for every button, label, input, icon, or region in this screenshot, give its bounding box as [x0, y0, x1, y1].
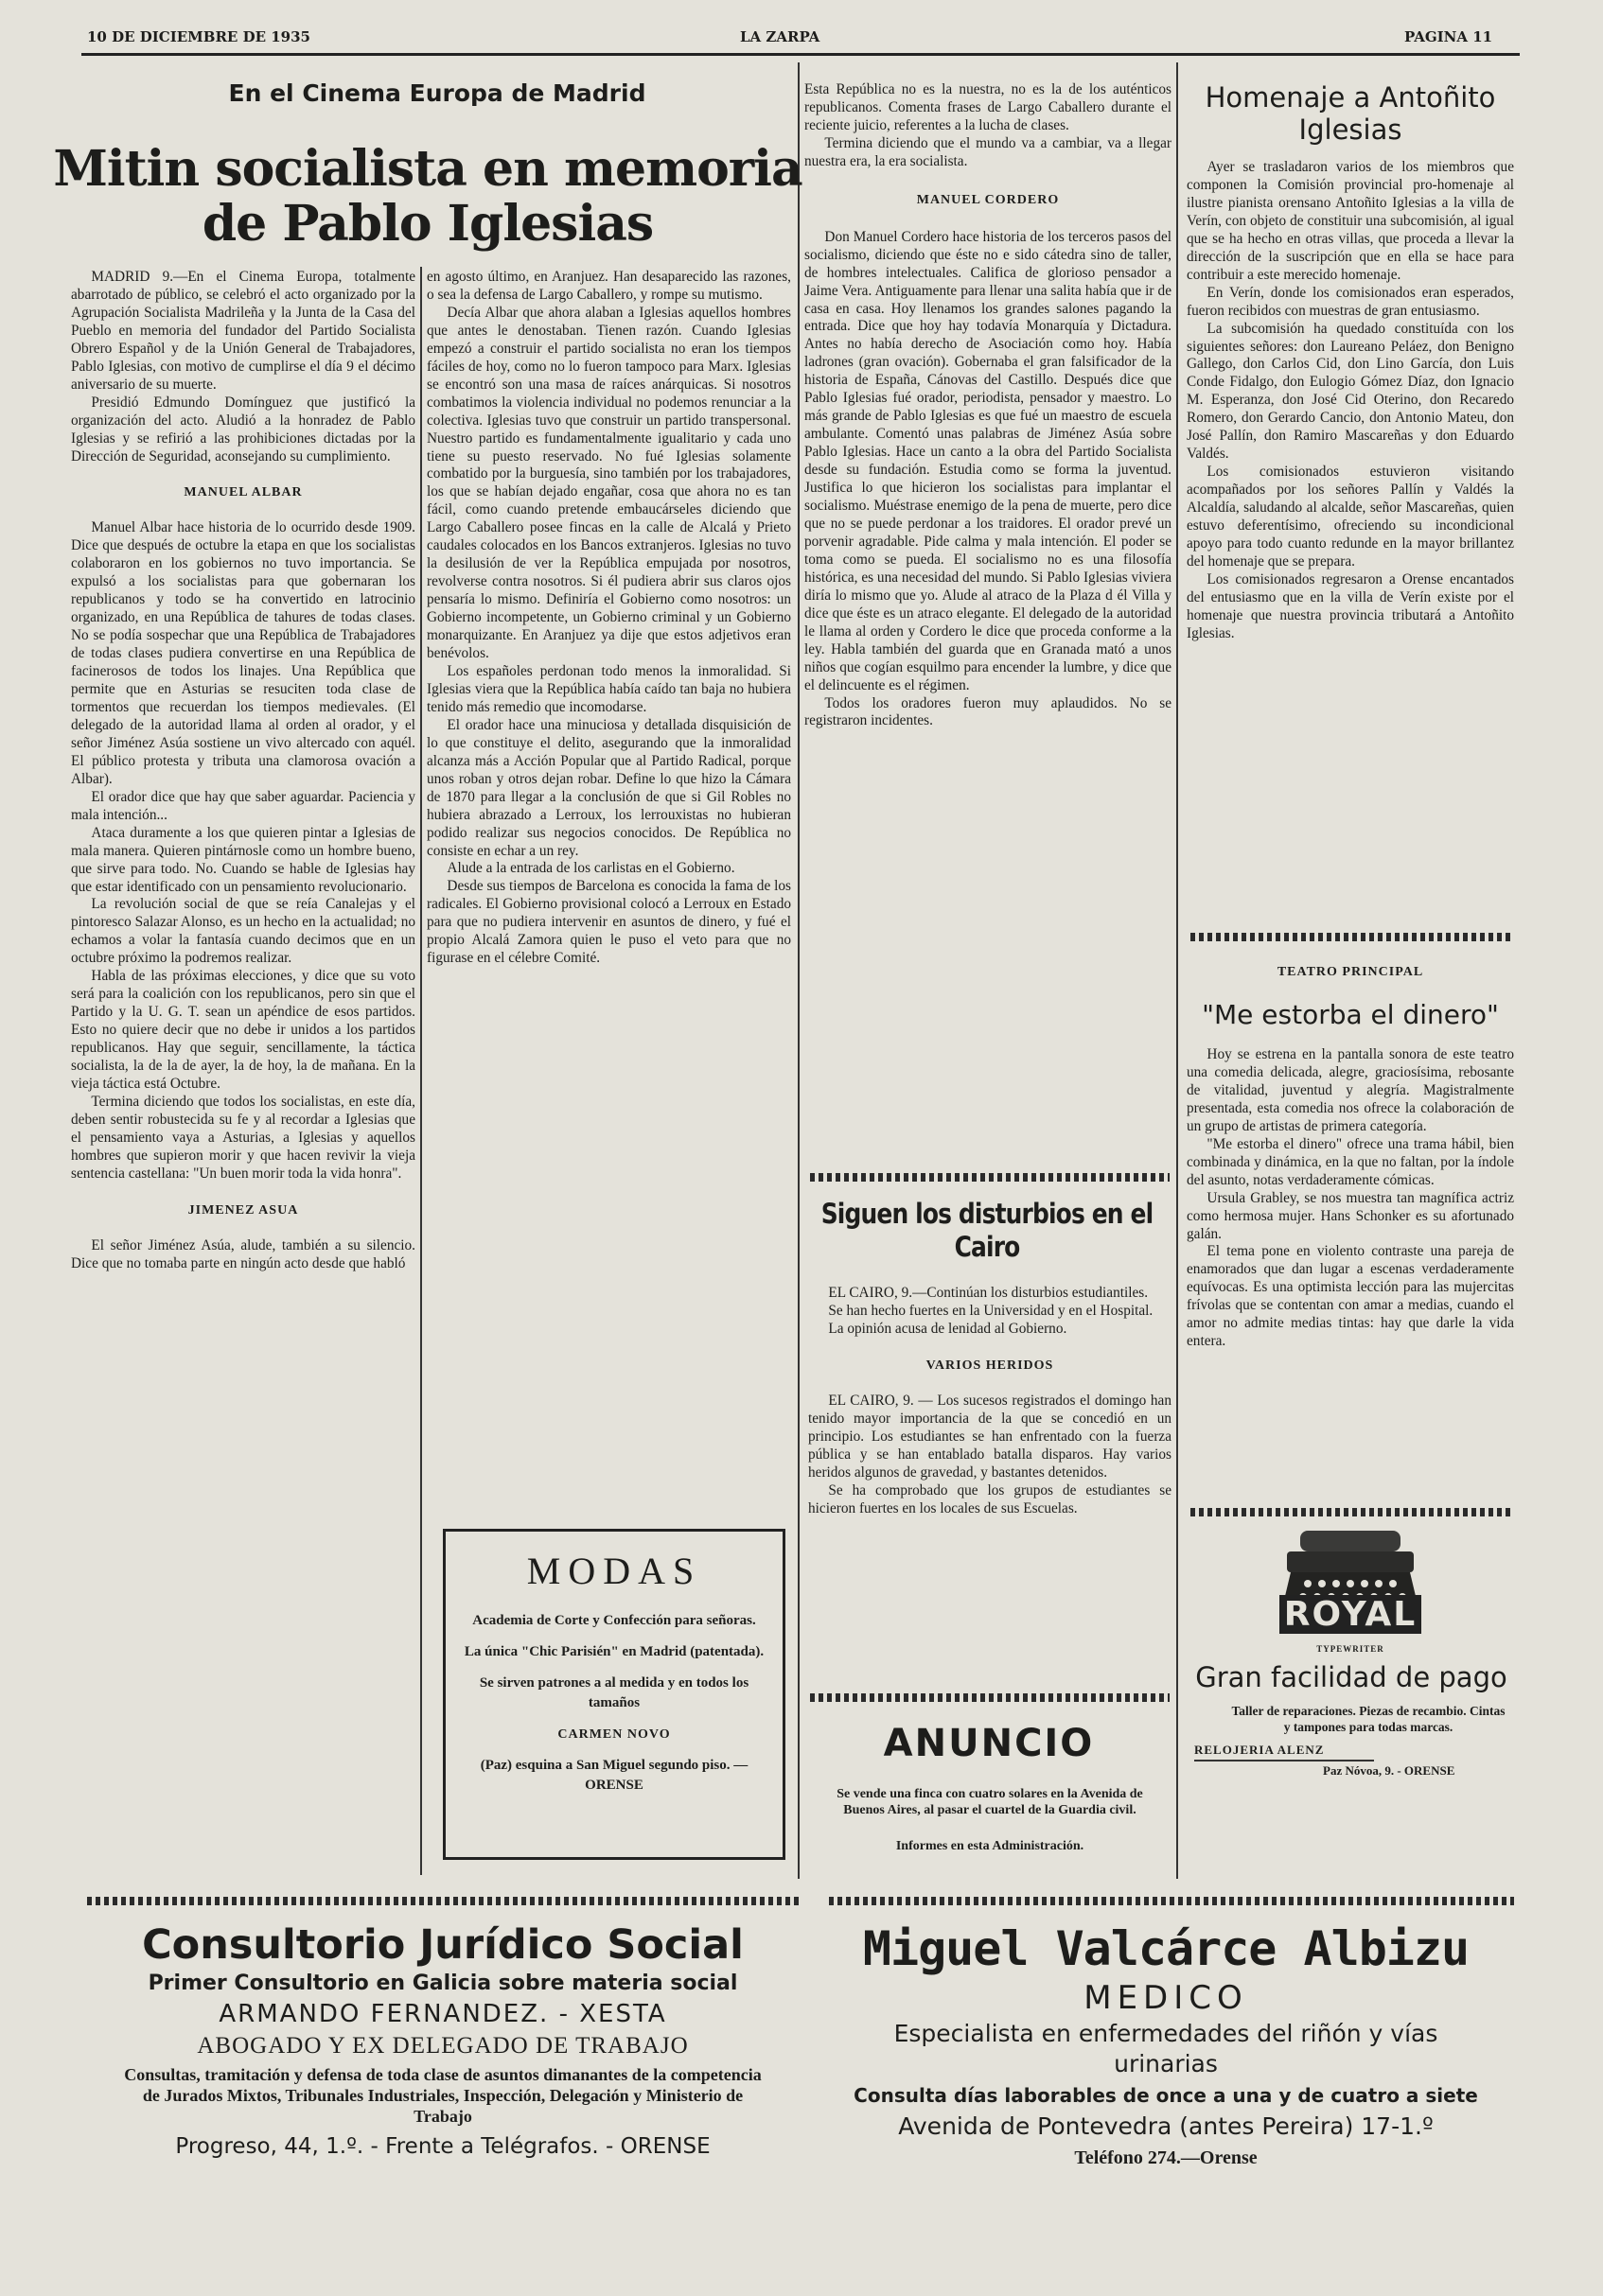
article-paragraph: "Me estorba el dinero" ofrece una trama hábil, bien combinada y dinámica, en la que no faltan, por la índole del asunto, notas verdaderamente cómicas. [1187, 1135, 1514, 1188]
medico-name: Miguel Valcárce Albizu [862, 1921, 1470, 1976]
article-paragraph: Esta República no es la nuestra, no es la de los auténticos republicanos. Comenta frases de Largo Caballero durante el reciente juicio, referentes a la lucha de clases. [804, 81, 1171, 133]
homenaje-article [1187, 159, 1514, 643]
header-page-number: PAGINA 11 [1404, 28, 1493, 45]
royal-shop: RELOJERIA ALENZ [1194, 1743, 1325, 1757]
article-paragraph: Ataca duramente a los que quieren pintar a Iglesias de mala manera. Quieren pintárnosle como un hombre bueno, que sirve para todo. No. Cuando se hable de Iglesias hay que estar identificado con un pensamiento revolucionario. [71, 824, 415, 895]
royal-small: TYPEWRITER [1316, 1644, 1384, 1654]
separator [829, 1897, 1514, 1905]
separator [810, 1693, 1170, 1702]
separator [1190, 933, 1512, 941]
article-column-3 [804, 81, 1171, 730]
column-rule-2 [798, 62, 800, 1879]
article-column-2 [427, 269, 791, 968]
article-paragraph: El orador dice que hay que saber aguardar. Paciencia y mala intención... [71, 788, 415, 823]
article-paragraph: El orador hace una minuciosa y detallada disquisición de lo que constituye el delito, asegurando que la inmoralidad alcanza más a Acción Popular que al Partido Radical, porque unos roban y otros dejan robar. Define lo que hizo la Cámara de 1870 para llegar a la conclusión de que si Gil Robles no hubiera abrazado a Lerroux, los lerrouxistas no hubieran podido realizar sus negocios conocidos. De República no consiste en echar a un rey. [427, 716, 791, 859]
article-paragraph: Termina diciendo que todos los socialistas, en este día, deben sentir robustecida su fe y al recordar a Iglesias que el pensamiento vaya a Asturias, a Iglesias y aquellos hombres que supieron morir y que hacen revivir la vieja sentencia castellana: "Un buen morir toda la vida honra". [71, 1093, 415, 1182]
article-paragraph: El señor Jiménez Asúa, alude, también a su silencio. Dice que no tomaba parte en ningún acto desde que habló [71, 1236, 415, 1271]
modas-advertisement [443, 1529, 785, 1860]
medico-title: MEDICO [1083, 1979, 1248, 2017]
consultorio-title: Consultorio Jurídico Social [142, 1921, 744, 1969]
article-paragraph: Habla de las próximas elecciones, y dice que su voto será para la coalición con los republicanos, pero sin que el Partido y la U. G. T. sean un apéndice de esos partidos. Esto no quiere decir que no debe ir unidos a los partidos republicanos. Hay que seguir, sencillamente, la táctica socialista, la de la de ayer, la de hoy, la de mañana. En la vieja táctica está Octubre. [71, 968, 415, 1092]
teatro-title: "Me estorba el dinero" [1202, 999, 1499, 1030]
article-paragraph: en agosto último, en Aranjuez. Han desaparecido las razones, o sea la defensa de Largo Caballero, y rompe su mutismo. [427, 269, 791, 303]
separator [1190, 1508, 1512, 1516]
article-paragraph: La revolución social de que se reía Canalejas y el pintoresco Salazar Alonso, es un hecho en la actualidad; no echamos a volar la fantasía cuando decimos que en un octubre próximo la podremos realizar. [71, 896, 415, 967]
modas-address: (Paz) esquina a San Miguel segundo piso. — ORENSE [480, 1758, 749, 1793]
header-date: 10 DE DICIEMBRE DE 1935 [87, 28, 310, 45]
article-paragraph: Alude a la entrada de los carlistas en el Gobierno. [447, 860, 735, 877]
article-paragraph: Los comisionados estuvieron visitando acompañados por los señores Pallín y Valdés la Alcaldía, saludando al alcalde, señor Mascareñas, quien estuvo deferentísimo, ofreciendo su incondicional apoyo para todo cuanto redunde en la mayor brillantez del homenaje que se prepara. [1187, 464, 1514, 570]
medico-address: Avenida de Pontevedra (antes Pereira) 17-1.º [898, 2112, 1434, 2140]
article-paragraph: Desde sus tiempos de Barcelona es conocida la fama de los radicales. El Gobierno provisional colocó a Lerroux en Estado para que no pudiera intervenir en asuntos de dinero, y fué el propio Alcalá Zamora quien le puso el veto para que no figurase en el célebre Comité. [427, 878, 791, 967]
royal-tagline: Gran facilidad de pago [1195, 1661, 1507, 1693]
consultorio-services: Consultas, tramitación y defensa de toda clase de asuntos dimanantes de la competencia de Jurados Mixtos, Tribunales Industriales, Inspección, Delegación y Ministerio de Trabajo [124, 2065, 762, 2126]
medico-hours: Consulta días laborables de once a una y de cuatro a siete [854, 2084, 1478, 2107]
article-paragraph: Termina diciendo que el mundo va a cambiar, va a llegar nuestra era, la era socialista. [804, 134, 1171, 169]
consultorio-address: Progreso, 44, 1.º. - Frente a Telégrafos. - ORENSE [175, 2134, 711, 2159]
royal-address: Paz Nóvoa, 9. - ORENSE [1323, 1763, 1455, 1778]
article-paragraph: El tema pone en violento contraste una pareja de enamorados que dan lugar a escenas verdaderamente equívocas. Es una optimista lección para las mujercitas frívolas que se contentan con amar a medias, cuando el amor no admite medias tintas: hay que darle la vida entera. [1187, 1243, 1514, 1350]
modas-owner: CARMEN NOVO [557, 1727, 671, 1742]
subheading-albar: MANUEL ALBAR [184, 485, 303, 500]
cairo-headline: Siguen los disturbios en el Cairo [820, 1198, 1154, 1263]
modas-title: MODAS [526, 1550, 702, 1592]
subheading-asua: JIMENEZ ASUA [187, 1202, 299, 1218]
article-paragraph: Todos los oradores fueron muy aplaudidos. No se registraron incidentes. [804, 694, 1171, 729]
column-rule-3 [1176, 62, 1178, 1879]
separator [87, 1897, 799, 1905]
medico-specialty: Especialista en enfermedades del riñón y vías urinarias [893, 2020, 1438, 2077]
article-paragraph: Hoy se estrena en la pantalla sonora de este teatro una comedia delicada, alegre, graciosísima, rebosante de vitalidad, juventud y alegría. Magistralmente presentada, esta comedia nos ofrece la colaboración de un grupo de artistas de primera categoría. [1187, 1046, 1514, 1134]
consultorio-name: ARMANDO FERNANDEZ. - XESTA [219, 2000, 667, 2028]
teatro-section: TEATRO PRINCIPAL [1277, 965, 1424, 979]
subheading-cordero: MANUEL CORDERO [916, 192, 1060, 207]
article-paragraph: Ayer se trasladaron varios de los miembros que componen la Comisión provincial pro-homenaje al ilustre pianista orensano Antoñito Iglesias a la villa de Verín, con objeto de constituir una subcomisión, al igual que se ha hecho en otras villas, que proceda a llevar la dirección de la suscripción que en ella se hace para contribuir a este merecido homenaje. [1187, 159, 1514, 283]
anuncio-title: ANUNCIO [883, 1722, 1095, 1765]
article-paragraph: Los españoles perdonan todo menos la inmoralidad. Si Iglesias viera que la República había caído tan baja no hubiera tenido más remedio que incomodarse. [427, 662, 791, 715]
header-paper-name: LA ZARPA [740, 28, 820, 45]
medico-phone: Teléfono 274.—Orense [1074, 2147, 1258, 2168]
article-paragraph: Presidió Edmundo Domínguez que justificó la organización del acto. Aludió a la honradez de Pablo Iglesias y se refirió a las prohibiciones dictadas por la Dirección de Seguridad, aconsejando su cumplimiento. [71, 394, 415, 464]
article-paragraph: La subcomisión ha quedado constituída con los siguientes señores: don Laureano Peláez, don Benigno Gallego, don Carlos Cid, don Lino García, don Luis Conde Fidalgo, don Eulogio Gómez Díaz, don Ignacio M. Esperanza, don José Cid Oterino, don Recaredo Romero, don Gerardo Cancio, don Antonio Mateu, don José Pallín, don Ramiro Mascareñas y don Eduardo Valdés. [1187, 320, 1514, 463]
article-paragraph: EL CAIRO, 9.—Continúan los disturbios estudiantiles. [828, 1285, 1149, 1301]
teatro-article [1187, 1046, 1514, 1351]
anuncio-text: Se vende una finca con cuatro solares en la Avenida de Buenos Aires, al pasar el cuartel de la Guardia civil. [837, 1787, 1143, 1817]
modas-line: Se sirven patrones a al medida y en todos los tamaños [479, 1675, 749, 1710]
article-paragraph: Se han hecho fuertes en la Universidad y en el Hospital. [828, 1302, 1154, 1319]
article-paragraph: Los comisionados regresaron a Orense encantados del entusiasmo que en la villa de Verín existe por el homenaje que nuestra provincia tributará a Antoñito Iglesias. [1187, 570, 1514, 641]
divider [1194, 1760, 1374, 1761]
article-paragraph: EL CAIRO, 9. — Los sucesos registrados el domingo han tenido mayor importancia de la que se concedió en un principio. Los estudiantes se han enfrentado con la fuerza pública y se han entablado batalla disparos. Hay varios heridos algunos de gravedad, y bastantes detenidos. [808, 1392, 1171, 1481]
medico-advertisement [812, 1920, 1520, 2174]
article-paragraph: Ursula Grabley, se nos muestra tan magnífica actriz como hermosa mujer. Hans Schonker es su afortunado galán. [1187, 1189, 1514, 1242]
separator [810, 1173, 1170, 1182]
royal-brand: ROYAL [1279, 1595, 1421, 1634]
article-paragraph: Manuel Albar hace historia de lo ocurrido desde 1909. Dice que después de octubre la etapa en que los socialistas colaboraron en los gobiernos no tuvo importancia. Se expulsó a los socialistas para que gobernaran los republicanos y todo se ha convertido en latrocinio organizado, en una República de tahures de todas clases. No se podía sospechar que una República de Trabajadores de todas clases pudiera convertirse en una República de facinerosos de todos los linajes. Una República que permite que en Asturias se resuciten toda clase de tormentos que recuerdan los tiempos medievales. (El delegado de la autoridad llama al orden al orador, y el señor Jiménez Asúa sostiene un vivo altercado con aquél. El público protesta y tributa una clamorosa ovación a Albar). [71, 519, 415, 787]
subheading-heridos: VARIOS HERIDOS [925, 1358, 1054, 1373]
modas-line: La única "Chic Parisién" en Madrid (patentada). [464, 1644, 765, 1659]
header-rule [81, 53, 1520, 56]
article-paragraph: En Verín, donde los comisionados eran esperados, fueron recibidos con muestras de gran entusiasmo. [1187, 284, 1514, 319]
cairo-article [808, 1285, 1171, 1517]
royal-detail: Taller de reparaciones. Piezas de recambio. Cintas y tampones para todas marcas. [1231, 1704, 1506, 1734]
article-paragraph: Se ha comprobado que los grupos de estudiantes se hicieron fuertes en los locales de sus Escuelas. [808, 1481, 1171, 1516]
homenaje-headline: Homenaje a Antoñito Iglesias [1205, 81, 1496, 146]
article-paragraph: Don Manuel Cordero hace historia de los terceros pasos del socialismo, diciendo que éste no e sido cátedra sino de taller, de hombres intelectuales. Califica de glorioso pensador a Jaime Vera. Antiguamente para llenar una salita había que ir de casa en casa. Hoy llenamos los grandes salones pagando la entrada. Dice que hoy hay todavía Monarquía y Dictadura. Antes no había derecho de Asociación como hoy. Había ladrones (gran ovación). Gobernaba el gran falsificador de la historia de España, Cánovas del Castillo. Después dice que Pablo Iglesias fué orador, periodista, pensador y maestro. Lo más grande de Pablo Iglesias es que fué un maestro de escuela ambulante. Comentó unas palabras de Jiménez Asúa sobre Pablo Iglesias. Hace un canto a la obra del Partido Socialista desde su fundación. Estudia como se forma la juventud. Justifica lo que hicieron los socialistas para implantar el socialismo. Muéstrase enemigo de la pena de muerte, pero dice que no se puede perdonar a los traidores. El orador prevé un porvenir agradable. Pide calma y mala intención. El poder se toma como se pueda. El socialismo no es una filosofía histórica, es una necesidad del mundo. Si Pablo Iglesias viviera diría lo mismo que yo. Alude al atraco de la Plaza d él Villa y dice que éste es un atraco elegante. El delegado de la autoridad le llama al orden y Cordero le dice que proceda conforme a la ley. Habla también del guarda que en Granada mató a unos niños que cogían esquilmo para encender la lumbre, y dice que el delincuente es el régimen. [804, 228, 1171, 693]
article-paragraph: MADRID 9.—En el Cinema Europa, totalmente abarrotado de público, se celebró el acto organizado por la Agrupación Socialista Madrileña y la Junta de la Casa del Pueblo en memoria del fundador del Partido Socialista Obrero Español y de la Unión General de Trabajadores, Pablo Iglesias, con motivo de cumplirse el día 9 el décimo aniversario de su muerte. [71, 269, 415, 393]
consultorio-advertisement [83, 1920, 802, 2165]
column-rule-1 [420, 267, 422, 1875]
article-kicker: En el Cinema Europa de Madrid [228, 79, 646, 107]
article-paragraph: Decía Albar que ahora alaban a Iglesias aquellos hombres que antes le denostaban. Tienen razón. Cuando Iglesias empezó a construir el partido socialista no eran los tiempos fáciles de hoy, como no lo fueron tampoco para Marx. Iglesias se encontró son una masa de raíces anárquicas. Si nosotros combatimos la violencia individual no podemos renunciar a la colectiva. Iglesias tuvo que construir un partido transpersonal. Nuestro partido es fundamentalmente igualitario y cada uno tiene su puesto reservado. No fué Iglesias solamente combatido por la burguesía, sino también por los trabajadores, los que se habían dejado engañar, cosa que ahora no es tan fácil, como cuando pretende embaucárseles diciendo que Largo Caballero posee fincas en la calle de Alcalá y Prieto caudales colocados en los Bancos extranjeros. Iglesias no tuvo la desilusión de ver la República empujada por nosotros, revolverse contra nosotros. Si él pudiera abrir sus claros ojos pensaría lo mismo. Definiría el Gobierno como nosotros: un Gobierno incompetente, un Gobierno criminal y un Gobierno monarquizante. En Aranjuez ya dije que estos adjetivos eran benévolos. [427, 304, 791, 662]
modas-line: Academia de Corte y Confección para señoras. [472, 1613, 756, 1628]
article-paragraph: La opinión acusa de lenidad al Gobierno. [828, 1320, 1067, 1337]
article-column-1 [71, 269, 415, 1273]
consultorio-role: ABOGADO Y EX DELEGADO DE TRABAJO [197, 2033, 689, 2059]
anuncio-note: Informes en esta Administración. [895, 1839, 1084, 1853]
consultorio-line: Primer Consultorio en Galicia sobre materia social [148, 1972, 738, 1995]
article-headline: Mitin socialista en memoria de Pablo Iglesias [53, 140, 802, 253]
